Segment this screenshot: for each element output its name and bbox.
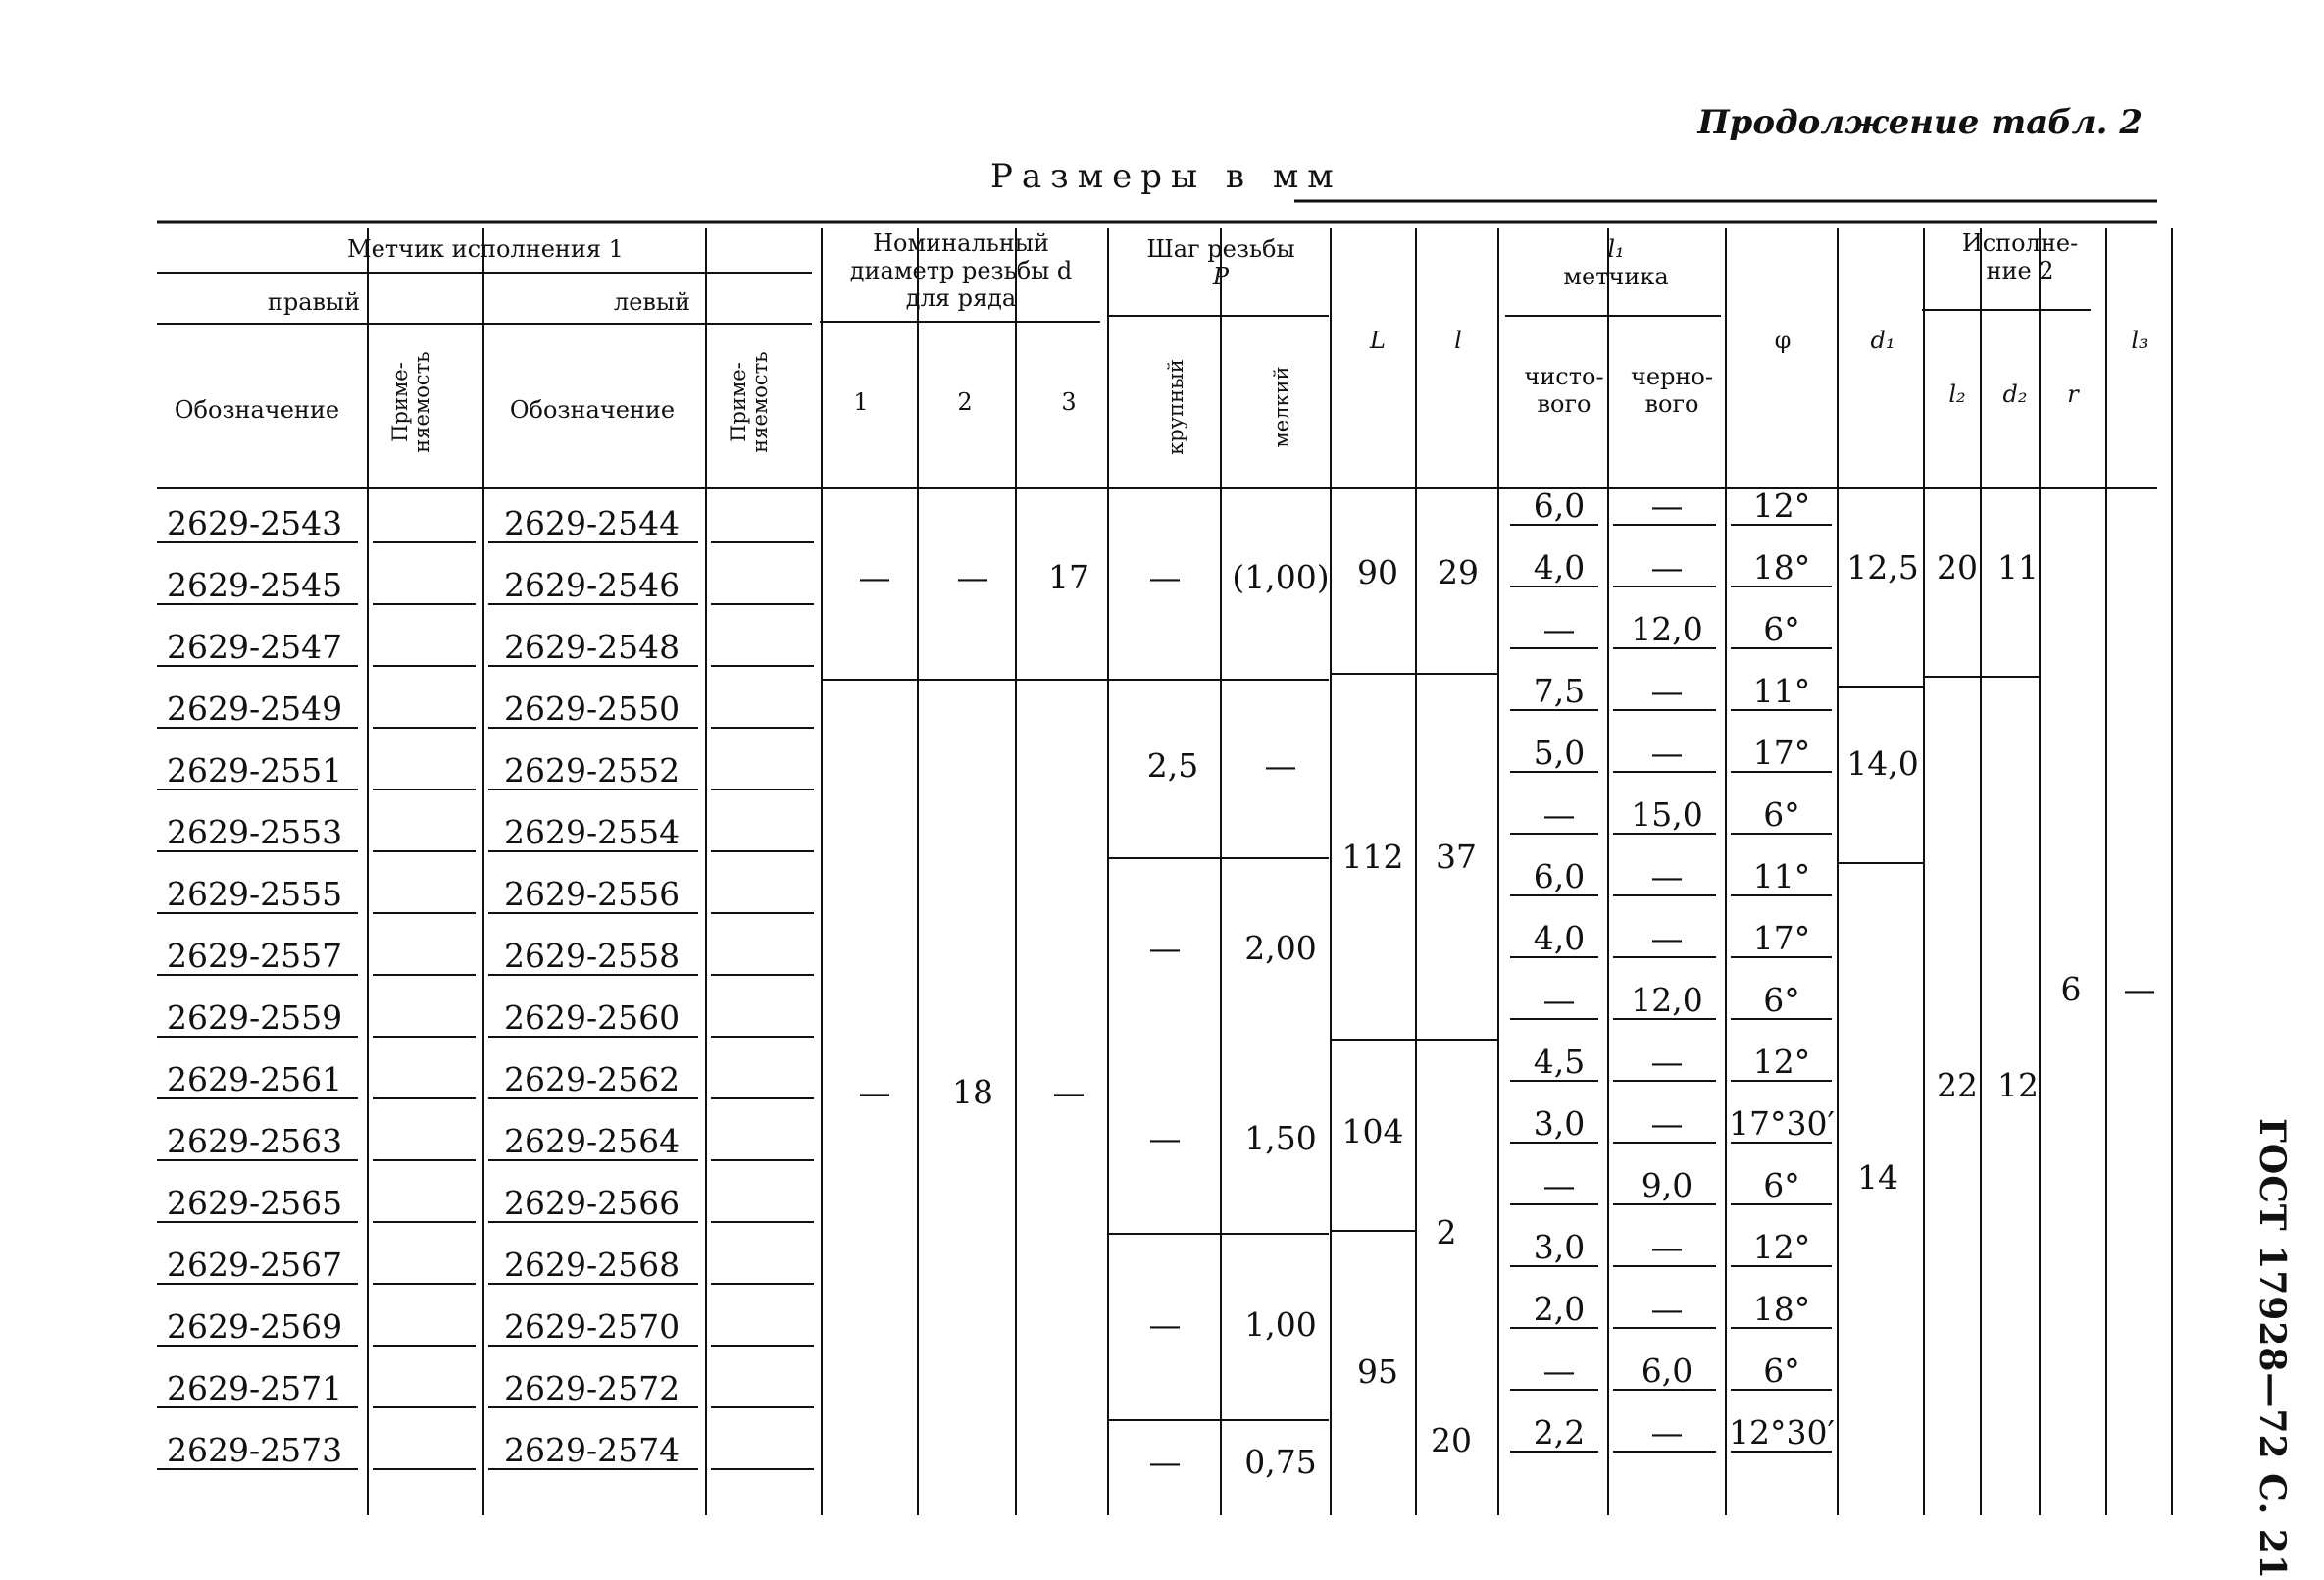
phi-value: 11° xyxy=(1752,672,1811,710)
fine-e: 1,00 xyxy=(1244,1305,1317,1344)
header-l1: l₁ xyxy=(1607,235,1625,263)
header-row-2: 2 xyxy=(957,388,973,416)
d1-c: 14 xyxy=(1857,1158,1898,1197)
header-row-1: 1 xyxy=(853,388,869,416)
header-r: r xyxy=(2067,381,2079,408)
designation-left: 2629-2550 xyxy=(504,689,681,728)
header-rough-2: вого xyxy=(1644,390,1699,418)
l2-a: 20 xyxy=(1937,548,1978,586)
designation-right: 2629-2557 xyxy=(167,937,343,975)
d1-a: 12,5 xyxy=(1846,548,1919,586)
l1-rough-value: — xyxy=(1650,734,1684,772)
l1-finish-value: 2,0 xyxy=(1533,1290,1586,1328)
designation-right: 2629-2555 xyxy=(167,875,343,913)
designation-left: 2629-2566 xyxy=(504,1184,681,1222)
coarse-b: 2,5 xyxy=(1146,746,1199,785)
designation-left: 2629-2554 xyxy=(504,813,681,851)
designation-left: 2629-2552 xyxy=(504,751,681,790)
l1-finish-value: — xyxy=(1542,795,1576,834)
header-tap-version-1: Метчик исполнения 1 xyxy=(347,235,624,263)
L-b: 112 xyxy=(1341,838,1404,876)
l-b: 37 xyxy=(1436,838,1477,876)
svg-text:мелкий: мелкий xyxy=(1270,366,1293,448)
d-row1-group-b: — xyxy=(858,1073,891,1111)
designation-right: 2629-2571 xyxy=(167,1369,343,1407)
grouped-values xyxy=(859,548,2156,1481)
designation-left: 2629-2556 xyxy=(504,875,681,913)
l1-finish-value: — xyxy=(1542,981,1576,1019)
coarse-c: — xyxy=(1148,929,1182,967)
designation-left: 2629-2572 xyxy=(504,1369,681,1407)
phi-value: 6° xyxy=(1763,795,1800,834)
l1-finish-value: — xyxy=(1542,1351,1576,1390)
designation-left: 2629-2558 xyxy=(504,937,681,975)
d2-a: 11 xyxy=(1997,548,2039,586)
designation-right: 2629-2567 xyxy=(167,1246,343,1284)
l1-rough-value: — xyxy=(1650,672,1684,710)
header-L: L xyxy=(1370,327,1386,354)
header-designation-left: Обозначение xyxy=(509,396,676,424)
d-row3-group-a: 17 xyxy=(1048,558,1089,596)
header-d2: d₂ xyxy=(2002,381,2028,408)
L-c: 104 xyxy=(1341,1112,1404,1150)
side-label: ГОСТ 17928—72 С. 21 xyxy=(2251,1118,2293,1580)
designation-left: 2629-2560 xyxy=(504,998,681,1037)
header-applicability-left xyxy=(727,351,772,452)
header-version-2-1: Исполне- xyxy=(1961,229,2079,257)
designation-right: 2629-2559 xyxy=(167,998,343,1037)
header-d1: d₁ xyxy=(1870,327,1895,354)
l1-finish-value: 4,0 xyxy=(1533,919,1586,957)
header-l: l xyxy=(1454,327,1462,354)
designation-right: 2629-2551 xyxy=(167,751,343,790)
designation-left: 2629-2546 xyxy=(504,566,681,604)
l1-rough-value: — xyxy=(1650,1104,1684,1143)
l1-rough-value: — xyxy=(1650,1043,1684,1081)
l1-finish-value: 5,0 xyxy=(1533,734,1586,772)
header-rough-1: черно- xyxy=(1631,363,1713,390)
d1-b: 14,0 xyxy=(1846,744,1919,783)
designation-right: 2629-2561 xyxy=(167,1060,343,1098)
header-l2: l₂ xyxy=(1948,381,1966,408)
l1-rough-value: 15,0 xyxy=(1631,795,1703,834)
designation-left: 2629-2564 xyxy=(504,1122,681,1160)
header-finish-1: чисто- xyxy=(1524,363,1604,390)
l1-finish-value: 6,0 xyxy=(1533,857,1586,895)
phi-value: 17° xyxy=(1752,919,1811,957)
header-l3: l₃ xyxy=(2131,327,2148,354)
l1-rough-value: — xyxy=(1650,1290,1684,1328)
d-row3-group-b: — xyxy=(1052,1073,1086,1111)
l-a: 29 xyxy=(1438,553,1479,591)
phi-value: 6° xyxy=(1763,1351,1800,1390)
phi-value: 6° xyxy=(1763,610,1800,648)
l1-finish-value: 3,0 xyxy=(1533,1104,1586,1143)
phi-value: 6° xyxy=(1763,981,1800,1019)
header-phi: φ xyxy=(1774,327,1792,354)
l1-rough-value: — xyxy=(1650,486,1684,525)
phi-value: 12° xyxy=(1752,1043,1811,1081)
phi-value: 17° xyxy=(1752,734,1811,772)
l1-finish-value: — xyxy=(1542,1166,1576,1204)
l1-rough-value: 12,0 xyxy=(1631,981,1703,1019)
header-nominal-2: диаметр резьбы d xyxy=(849,257,1073,284)
header-nominal-1: Номинальный xyxy=(873,229,1049,257)
coarse-f: — xyxy=(1148,1443,1182,1481)
designation-left: 2629-2562 xyxy=(504,1060,681,1098)
svg-text:Приме-: Приме- xyxy=(727,362,750,442)
phi-value: 18° xyxy=(1752,1290,1811,1328)
header-version-2-2: ние 2 xyxy=(1986,257,2054,284)
l1-rough-value: — xyxy=(1650,1413,1684,1452)
designation-left: 2629-2548 xyxy=(504,628,681,666)
fine-c: 2,00 xyxy=(1244,929,1317,967)
l1-rough-value: 12,0 xyxy=(1631,610,1703,648)
fine-f: 0,75 xyxy=(1244,1443,1317,1481)
header-left: левый xyxy=(613,288,691,316)
phi-value: 17°30′ xyxy=(1729,1104,1835,1143)
continuation-caption: Продолжение табл. 2 xyxy=(1697,103,2143,142)
l1-finish-value: 2,2 xyxy=(1533,1413,1586,1452)
l3-value: — xyxy=(2123,970,2156,1008)
svg-text:няемость: няемость xyxy=(748,351,772,453)
coarse-d: — xyxy=(1148,1119,1182,1157)
l2-b: 22 xyxy=(1937,1066,1978,1104)
designation-right: 2629-2563 xyxy=(167,1122,343,1160)
header-l1-tap: метчика xyxy=(1563,263,1669,290)
units-caption: Размеры в мм xyxy=(990,157,1342,196)
l1-finish-value: 7,5 xyxy=(1533,672,1586,710)
l-c: 2 xyxy=(1436,1213,1457,1251)
coarse-e: — xyxy=(1148,1305,1182,1344)
svg-text:крупный: крупный xyxy=(1164,359,1187,455)
designation-right: 2629-2543 xyxy=(167,504,343,542)
l1-rough-value: — xyxy=(1650,857,1684,895)
L-d: 95 xyxy=(1357,1352,1398,1391)
fine-d: 1,50 xyxy=(1244,1119,1317,1157)
header-designation-right: Обозначение xyxy=(174,396,340,424)
l1-finish-value: 4,0 xyxy=(1533,548,1586,586)
designation-right: 2629-2549 xyxy=(167,689,343,728)
designation-right: 2629-2565 xyxy=(167,1184,343,1222)
d2-b: 12 xyxy=(1997,1066,2039,1104)
header-coarse xyxy=(1164,359,1187,455)
l1-finish-value: — xyxy=(1542,610,1576,648)
header-row-3: 3 xyxy=(1061,388,1077,416)
designation-right: 2629-2573 xyxy=(167,1431,343,1469)
table-header xyxy=(175,229,2148,455)
l1-rough-value: 9,0 xyxy=(1641,1166,1693,1204)
phi-value: 12° xyxy=(1752,486,1811,525)
header-fine xyxy=(1270,366,1293,447)
header-finish-2: вого xyxy=(1537,390,1591,418)
d-row1-group-a: — xyxy=(858,558,891,596)
coarse-a: — xyxy=(1148,558,1182,596)
l1-finish-value: 3,0 xyxy=(1533,1228,1586,1266)
l1-finish-value: 6,0 xyxy=(1533,486,1586,525)
d-row2-group-b: 18 xyxy=(952,1073,993,1111)
phi-value: 18° xyxy=(1752,548,1811,586)
l1-rough-value: — xyxy=(1650,919,1684,957)
l-d: 20 xyxy=(1431,1421,1472,1459)
phi-value: 12°30′ xyxy=(1729,1413,1835,1452)
designation-right: 2629-2553 xyxy=(167,813,343,851)
r-value: 6 xyxy=(2060,970,2082,1008)
designation-right: 2629-2569 xyxy=(167,1307,343,1346)
l1-rough-value: — xyxy=(1650,548,1684,586)
L-a: 90 xyxy=(1357,553,1398,591)
designation-left: 2629-2568 xyxy=(504,1246,681,1284)
phi-value: 6° xyxy=(1763,1166,1800,1204)
l1-rough-value: 6,0 xyxy=(1641,1351,1693,1390)
fine-a: (1,00) xyxy=(1232,558,1330,596)
designation-right: 2629-2545 xyxy=(167,566,343,604)
header-pitch-1: Шаг резьбы xyxy=(1146,235,1295,263)
svg-text:няемость: няемость xyxy=(410,351,433,453)
phi-value: 11° xyxy=(1752,857,1811,895)
d-row2-group-a: — xyxy=(956,558,989,596)
header-nominal-3: для ряда xyxy=(905,284,1017,312)
designation-left: 2629-2570 xyxy=(504,1307,681,1346)
designation-right: 2629-2547 xyxy=(167,628,343,666)
l1-rough-value: — xyxy=(1650,1228,1684,1266)
designation-left: 2629-2544 xyxy=(504,504,681,542)
header-applicability-right xyxy=(388,351,433,452)
fine-b: — xyxy=(1264,746,1297,785)
svg-text:Приме-: Приме- xyxy=(388,362,412,442)
header-right: правый xyxy=(267,288,361,316)
designation-left: 2629-2574 xyxy=(504,1431,681,1469)
phi-value: 12° xyxy=(1752,1228,1811,1266)
header-pitch-2: P xyxy=(1212,263,1230,290)
l1-finish-value: 4,5 xyxy=(1533,1043,1586,1081)
